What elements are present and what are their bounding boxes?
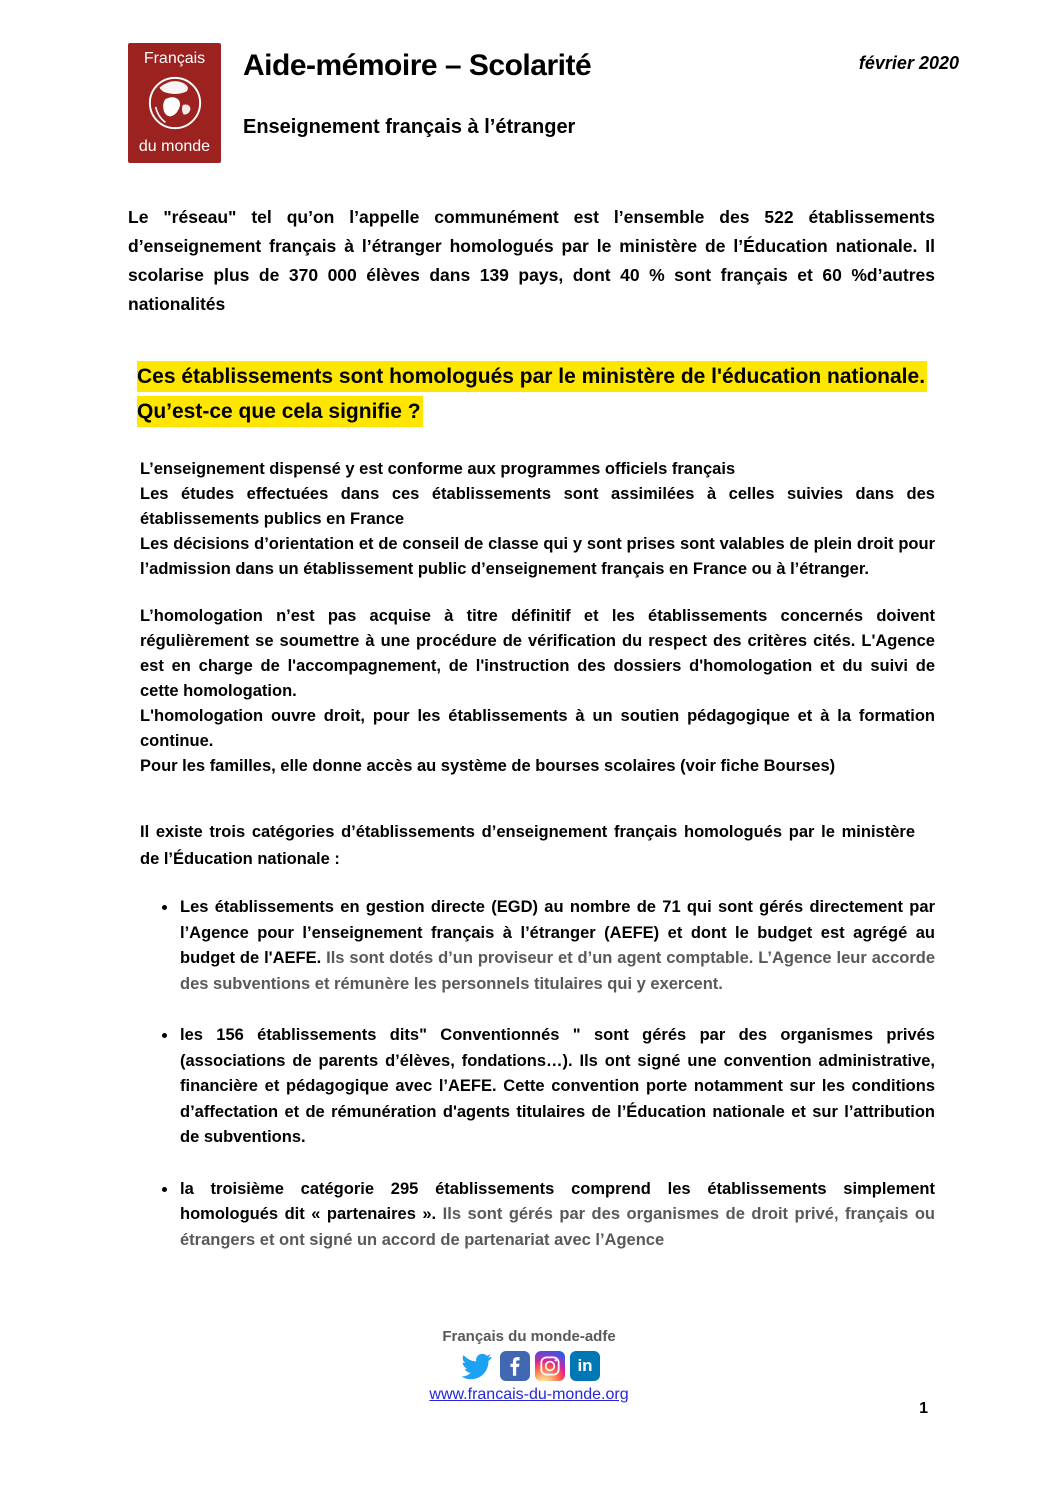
document-footer xyxy=(0,1328,1058,1404)
category-item-egd xyxy=(178,895,935,997)
social-icons-row xyxy=(0,1350,1058,1382)
page-number: 1 xyxy=(919,1400,928,1417)
category-text-black: Les établissements en gestion directe (EGD) au nombre de 71 qui sont gérés directement par l’Agence pour l’enseignement français à l’étranger (AEFE) et dont le budget est agrégé au budget de l'AEFE. xyxy=(180,898,935,967)
linkedin-icon[interactable]: in xyxy=(570,1351,600,1381)
category-text-gray: Ils sont dotés d’un proviseur et d’un agent comptable. L’Agence leur accorde des subventions et rémunère les personnels titulaires qui y exercent. xyxy=(180,949,936,993)
categories-heading: Il existe trois catégories d’établissements d’enseignement français homologués par le ministère de l’Éducation nationale : xyxy=(140,823,915,868)
category-item-partenaires xyxy=(178,1177,935,1254)
facebook-icon[interactable] xyxy=(500,1351,530,1381)
homologation-paragraph: L’homologation n’est pas acquise à titre définitif et les établissements concernés doivent régulièrement se soumettre à une procédure de vérification du respect des critères cités. L'Agence est en charge de l'accompagnement, de l'instruction des dossiers d'homologation et du suivi de cette homologation. xyxy=(140,607,935,700)
homologation-paragraph: L'homologation ouvre droit, pour les établissements à un soutien pédagogique et à la formation continue. xyxy=(140,707,935,750)
website-link[interactable]: www.francais-du-monde.org xyxy=(429,1386,629,1403)
criteria-paragraph: L’enseignement dispensé y est conforme aux programmes officiels français xyxy=(140,460,736,478)
document-header xyxy=(128,43,959,163)
category-text-black: les 156 établissements dits" Conventionnés " sont gérés par des organismes privés (associations de parents d’élèves, fondations…). Ils ont signé une convention administrative, financière et pédagogique avec l’AEFE. Cette convention porte notamment sur les conditions d’affectation et de rémunération d'agents titulaires de l’Éducation nationale et sur l’attribution de subventions. xyxy=(180,1026,935,1146)
francais-du-monde-logo xyxy=(128,43,221,163)
footer-org-name: Français du monde-adfe xyxy=(442,1328,616,1345)
highlighted-heading-line2 xyxy=(137,394,935,429)
highlight-mark: Qu’est-ce que cela signifie ? xyxy=(137,396,423,427)
logo-text-bottom: du monde xyxy=(138,138,211,155)
category-item-conventionnes xyxy=(178,1023,935,1151)
criteria-paragraph: Les études effectuées dans ces établissements sont assimilées à celles suivies dans des établissements publics en France xyxy=(140,485,935,528)
globe-icon xyxy=(146,74,204,132)
page-title: Aide-mémoire – Scolarité xyxy=(243,49,592,82)
highlighted-heading-line1 xyxy=(137,359,935,394)
homologation-paragraph: Pour les familles, elle donne accès au système de bourses scolaires (voir fiche Bourses) xyxy=(140,757,836,775)
homologation-block xyxy=(140,604,935,779)
twitter-icon[interactable] xyxy=(458,1351,495,1381)
highlighted-heading xyxy=(137,359,935,429)
category-text-black: la troisième catégorie 295 établissements comprend les établissements simplement homologués dit « partenaires ». xyxy=(180,1179,935,1223)
categories-list xyxy=(128,895,935,1253)
criteria-block xyxy=(140,457,935,582)
intro-paragraph: Le "réseau" tel qu’on l’appelle communément est l’ensemble des 522 établissements d’enseignement français à l’étranger homologués par le ministère de l’Éducation nationale. Il scolarise plus de 370 000 élèves dans 139 pays, dont 40 % sont français et 60 %d’autres nationalités xyxy=(128,207,935,314)
document-page xyxy=(128,0,959,1279)
instagram-icon[interactable] xyxy=(535,1351,565,1381)
document-subtitle: Enseignement français à l’étranger xyxy=(243,116,576,138)
header-text-block xyxy=(243,43,959,163)
document-date: février 2020 xyxy=(858,53,959,73)
website-link-row xyxy=(0,1386,1058,1404)
category-text-gray: Ils sont gérés par des organismes de droit privé, français ou étrangers et ont signé un accord de partenariat avec l’Agence xyxy=(180,1205,935,1249)
highlight-mark: Ces établissements sont homologués par le ministère de l'éducation nationale. xyxy=(137,361,927,392)
logo-text-top: Français xyxy=(143,50,206,67)
criteria-paragraph: Les décisions d’orientation et de conseil de classe qui y sont prises sont valables de plein droit pour l’admission dans un établissement public d’enseignement français en France ou à l’étranger. xyxy=(140,535,935,578)
